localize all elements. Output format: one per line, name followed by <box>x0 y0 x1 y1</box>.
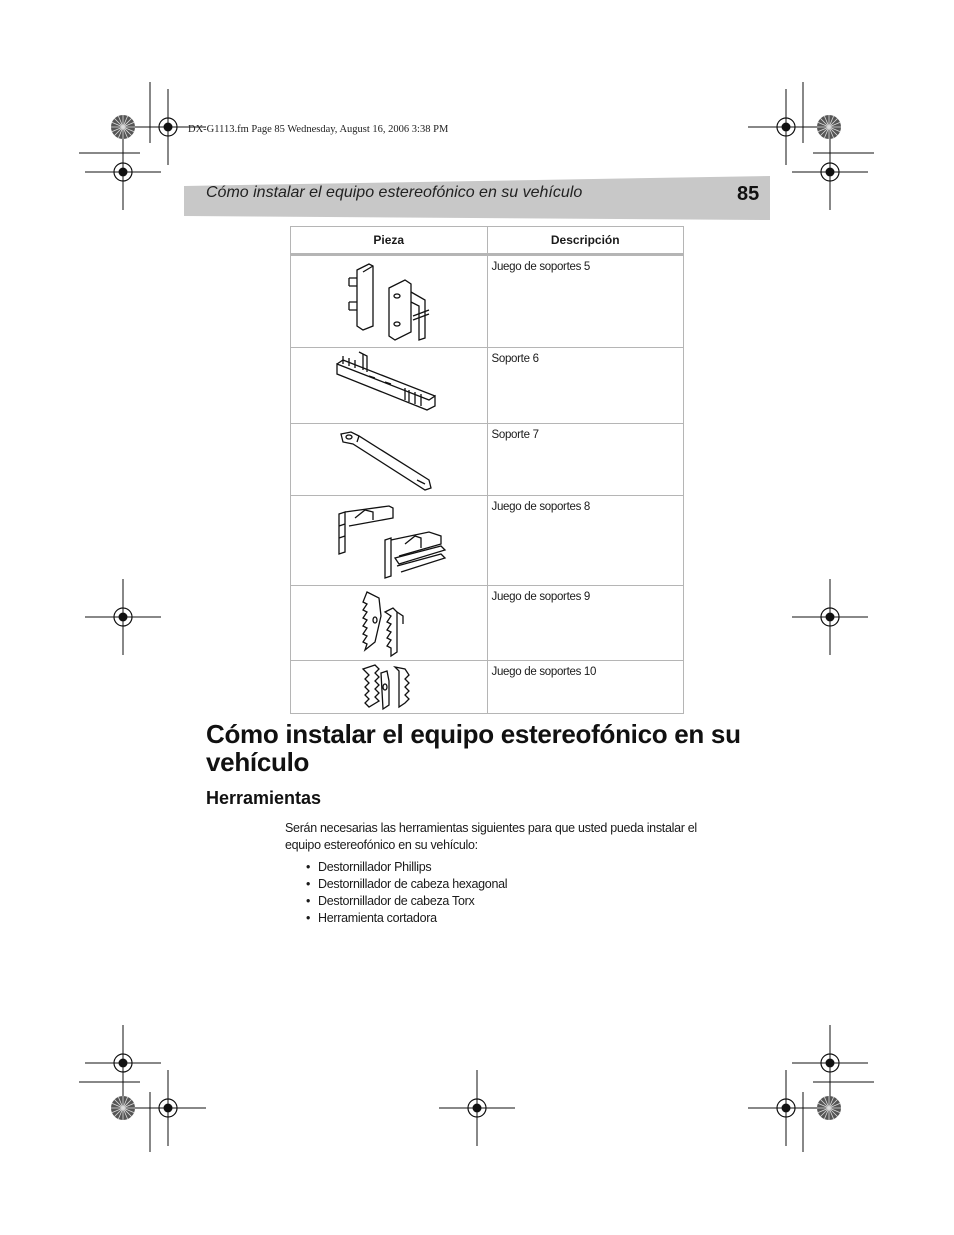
table-row <box>291 424 684 496</box>
bracket-6-drawing <box>329 348 449 418</box>
part-description: Juego de soportes 10 <box>487 661 684 714</box>
table-row <box>291 348 684 424</box>
part-image-cell <box>291 424 488 496</box>
bullet: • <box>306 860 311 874</box>
table-row <box>291 661 684 714</box>
bullet: • <box>306 894 311 908</box>
table-row <box>291 255 684 348</box>
part-description: Soporte 7 <box>487 424 684 496</box>
bracket-set-10-drawing <box>329 661 449 711</box>
list-item <box>306 893 507 910</box>
table-header-row <box>291 227 684 255</box>
running-header-title: Cómo instalar el equipo estereofónico en su vehículo <box>206 184 583 201</box>
intro-paragraph: Serán necesarias las herramientas siguientes para que usted pueda instalar el equipo estereofónico en su vehículo: <box>285 821 697 852</box>
file-stamp: DX-G1113.fm Page 85 Wednesday, August 16, 2006 3:38 PM <box>188 124 449 135</box>
part-description: Juego de soportes 9 <box>487 586 684 661</box>
bracket-set-5-drawing <box>329 256 449 346</box>
bracket-set-9-drawing <box>329 586 449 658</box>
bullet: • <box>306 877 311 891</box>
part-image-cell <box>291 496 488 586</box>
list-item <box>306 910 507 927</box>
column-header-part: Pieza <box>291 227 488 255</box>
bracket-set-8-drawing <box>329 496 449 582</box>
page-number: 85 <box>737 183 760 205</box>
bracket-7-drawing <box>329 424 449 494</box>
part-description: Juego de soportes 8 <box>487 496 684 586</box>
part-image-cell <box>291 348 488 424</box>
column-header-description: Descripción <box>487 227 684 255</box>
section-subtitle: Herramientas <box>206 788 322 808</box>
part-image-cell <box>291 661 488 714</box>
tool-label: Destornillador Phillips <box>318 860 432 874</box>
tools-list <box>306 859 507 927</box>
table-row <box>291 586 684 661</box>
bullet: • <box>306 911 311 925</box>
part-description: Juego de soportes 5 <box>487 255 684 348</box>
section-title: Cómo instalar el equipo estereofónico en su vehículo <box>206 719 741 777</box>
part-description: Soporte 6 <box>487 348 684 424</box>
list-item <box>306 859 507 876</box>
part-image-cell <box>291 586 488 661</box>
table-row <box>291 496 684 586</box>
part-image-cell <box>291 255 488 348</box>
tool-label: Destornillador de cabeza hexagonal <box>318 877 508 891</box>
parts-table <box>290 226 684 714</box>
tool-label: Destornillador de cabeza Torx <box>318 894 475 908</box>
tool-label: Herramienta cortadora <box>318 911 437 925</box>
list-item <box>306 876 507 893</box>
